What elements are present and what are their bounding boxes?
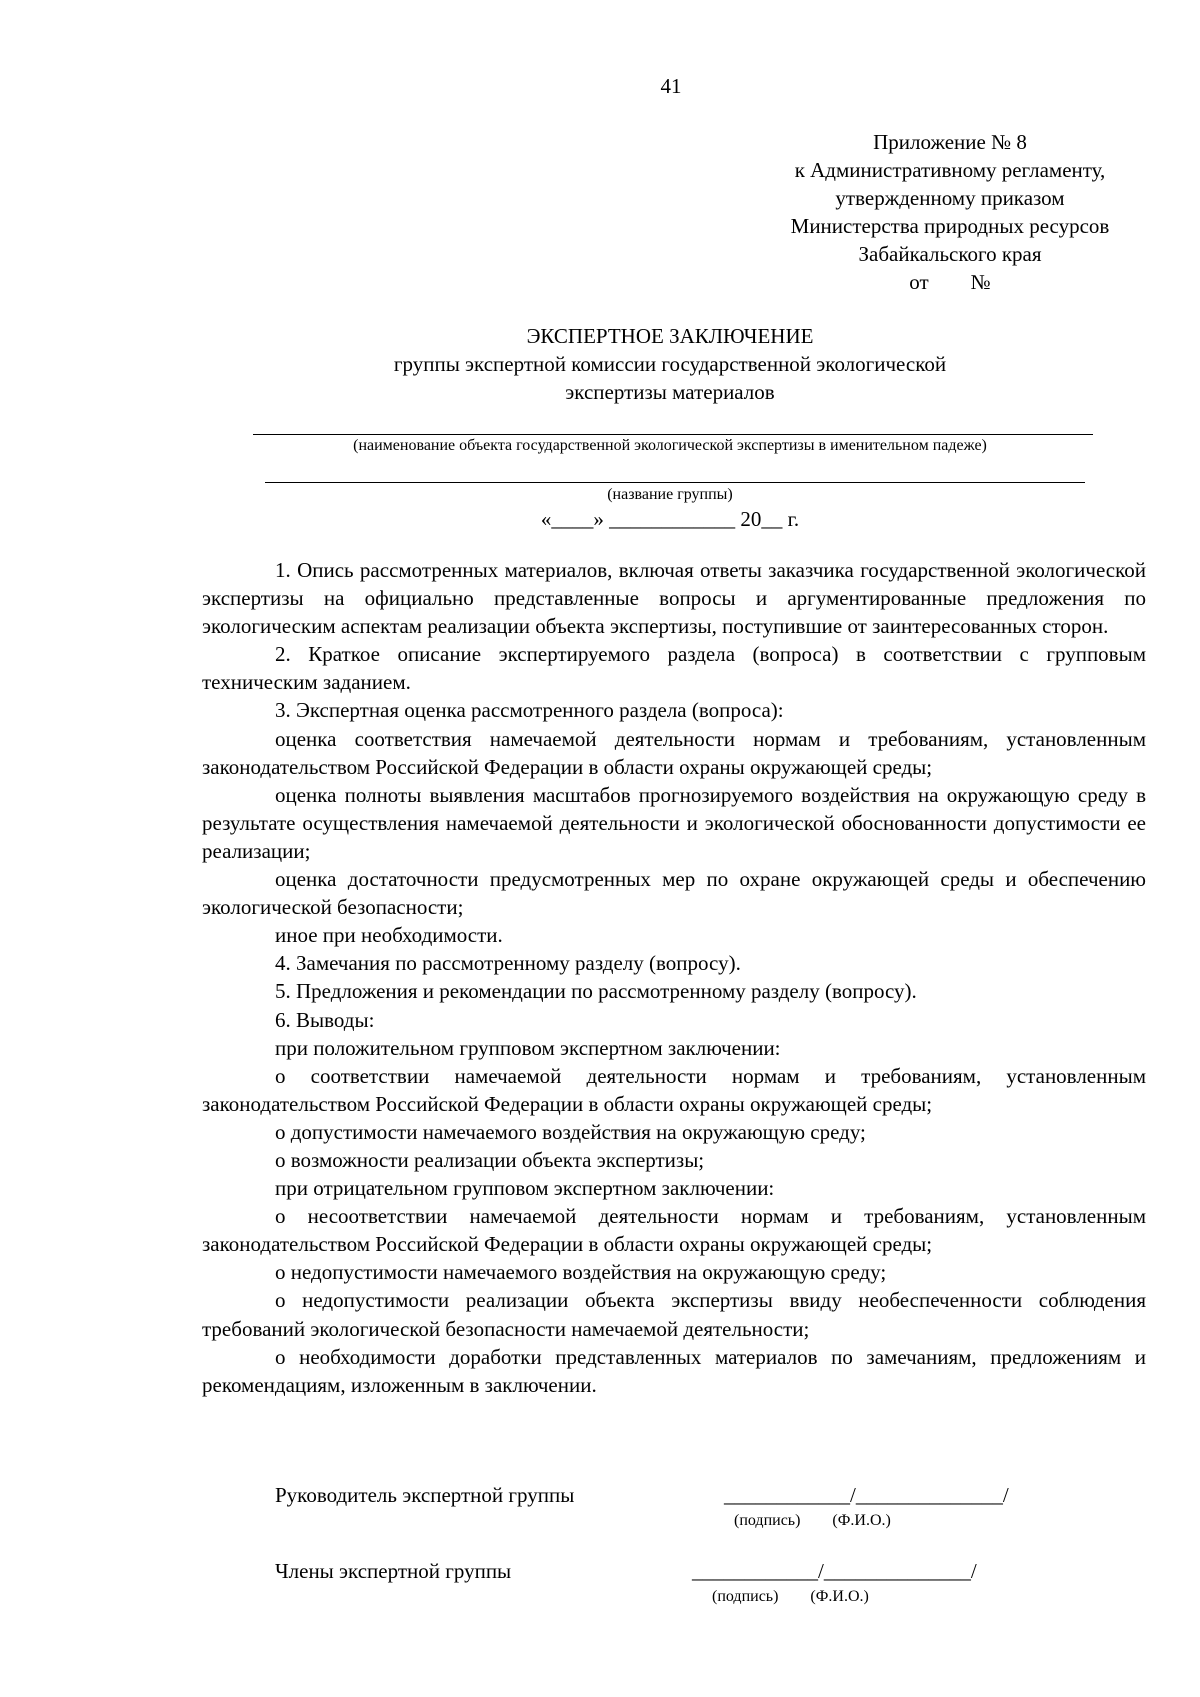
leader-signature-caption: (подпись) (Ф.И.О.) bbox=[734, 1512, 891, 1529]
appendix-line: Приложение № 8 bbox=[873, 130, 1027, 154]
appendix-line: Министерства природных ресурсов bbox=[790, 214, 1110, 238]
members-signature-label: Члены экспертной группы bbox=[275, 1559, 512, 1583]
appendix-line: к Административному регламенту, bbox=[794, 158, 1106, 182]
members-signature-line: ____________/______________/ bbox=[692, 1559, 977, 1583]
paragraph: 4. Замечания по рассмотренному разделу (вопросу). bbox=[275, 951, 741, 976]
document-body bbox=[202, 556, 1146, 1399]
page-number: 41 bbox=[660, 74, 682, 98]
paragraph: о необходимости доработки представленных материалов по замечаниям, предложениям и рекомендациям, изложенным в заключении. bbox=[202, 1344, 1146, 1397]
paragraph: о недопустимости реализации объекта экспертизы ввиду необеспеченности соблюдения требований экологической безопасности намечаемой деятельности; bbox=[202, 1288, 1146, 1341]
paragraph: 6. Выводы: bbox=[275, 1007, 375, 1032]
paragraph: о недопустимости намечаемого воздействия на окружающую среду; bbox=[275, 1260, 887, 1285]
document-title bbox=[200, 322, 1140, 406]
paragraph: оценка полноты выявления масштабов прогнозируемого воздействия на окружающую среду в результате осуществления намечаемой деятельности и экологической обоснованности допустимости ее реализации; bbox=[202, 782, 1146, 863]
appendix-line: Забайкальского края bbox=[858, 242, 1042, 266]
object-name-caption: (наименование объекта государственной экологической экспертизы в именительном падеже) bbox=[353, 437, 987, 454]
paragraph: о допустимости намечаемого воздействия на окружающую среду; bbox=[275, 1119, 866, 1144]
group-name-caption: (название группы) bbox=[607, 486, 733, 503]
paragraph: о несоответствии намечаемой деятельности нормам и требованиям, установленным законодательством Российской Федерации в области охраны окружающей среды; bbox=[202, 1204, 1146, 1257]
paragraph: при отрицательном групповом экспертном заключении: bbox=[275, 1176, 775, 1201]
title-subtitle: экспертизы материалов bbox=[565, 380, 775, 404]
appendix-header bbox=[740, 128, 1160, 296]
paragraph: при положительном групповом экспертном заключении: bbox=[275, 1035, 781, 1060]
members-signature-caption: (подпись) (Ф.И.О.) bbox=[712, 1588, 869, 1605]
paragraph: оценка соответствия намечаемой деятельности нормам и требованиям, установленным законодательством Российской Федерации в области охраны окружающей среды; bbox=[202, 726, 1146, 779]
paragraph: 2. Краткое описание экспертируемого раздела (вопроса) в соответствии с групповым техническим заданием. bbox=[202, 642, 1146, 695]
appendix-line: утвержденному приказом bbox=[835, 186, 1065, 210]
appendix-line: от № bbox=[909, 270, 991, 294]
title-subtitle: группы экспертной комиссии государственной экологической bbox=[393, 352, 947, 376]
paragraph: о соответствии намечаемой деятельности нормам и требованиям, установленным законодательством Российской Федерации в области охраны окружающей среды; bbox=[202, 1063, 1146, 1116]
leader-signature-label: Руководитель экспертной группы bbox=[275, 1483, 575, 1507]
leader-signature-line: ____________/______________/ bbox=[724, 1483, 1009, 1507]
group-name-line bbox=[265, 482, 1085, 483]
date-line: «____» ____________ 20__ г. bbox=[540, 507, 800, 531]
paragraph: оценка достаточности предусмотренных мер по охране окружающей среды и обеспечению экологической безопасности; bbox=[202, 867, 1146, 920]
paragraph: о возможности реализации объекта экспертизы; bbox=[275, 1147, 705, 1172]
title-main: ЭКСПЕРТНОЕ ЗАКЛЮЧЕНИЕ bbox=[526, 324, 814, 348]
paragraph: 1. Опись рассмотренных материалов, включая ответы заказчика государственной экологической экспертизы на официально представленные вопросы и аргументированные предложения по экологическим аспектам реализации объекта экспертизы, поступившие от заинтересованных сторон. bbox=[202, 558, 1146, 639]
object-name-line bbox=[253, 434, 1093, 435]
paragraph: 3. Экспертная оценка рассмотренного раздела (вопроса): bbox=[275, 698, 784, 723]
paragraph: иное при необходимости. bbox=[275, 923, 503, 948]
paragraph: 5. Предложения и рекомендации по рассмотренному разделу (вопросу). bbox=[275, 979, 917, 1004]
